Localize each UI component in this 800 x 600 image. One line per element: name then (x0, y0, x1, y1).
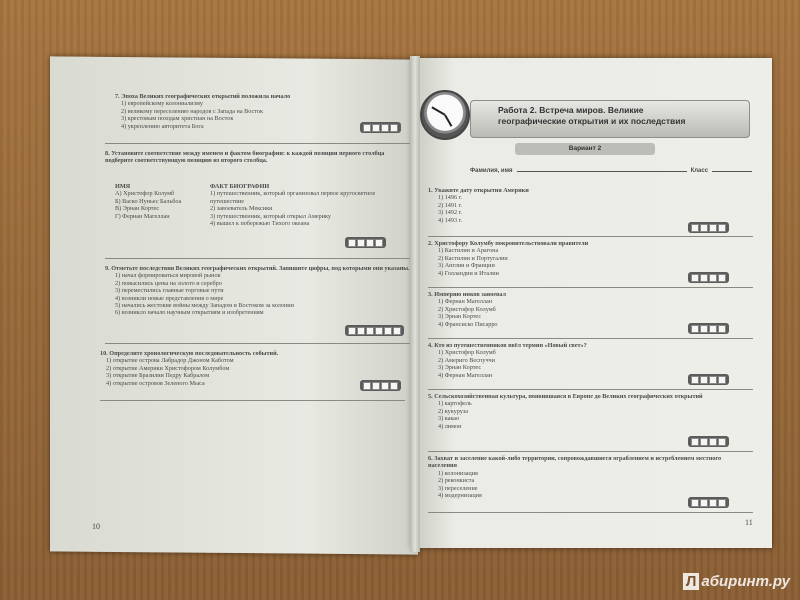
option: 4) Франсиско Писарро (438, 320, 498, 328)
divider (428, 236, 753, 237)
page-number: 11 (745, 518, 753, 527)
option: 3) открытие Бразилии Педру Кабралом (106, 372, 210, 380)
option: 1) Христофор Колумб (438, 349, 496, 357)
option: 2) повысились цены на золото и серебро (115, 279, 222, 287)
variant-label: Вариант 2 (515, 143, 655, 155)
option: 1) колонизация (438, 469, 478, 477)
option: 2) 1491 г. (438, 201, 463, 209)
answer-cells (360, 122, 401, 133)
title-line-2: географические открытия и их последствия (498, 116, 686, 126)
option: 4) вышел к побережью Тихого океана (210, 220, 310, 228)
question-stem: 3. Империю инков завоевал (428, 291, 506, 298)
fio-label: Фамилия, имя (470, 168, 513, 174)
question-stem: 1. Укажите дату открытия Америки (428, 187, 529, 194)
option: 3) какао (438, 415, 460, 423)
name-field[interactable] (517, 171, 687, 172)
option: 1) начал формироваться мировой рынок (115, 272, 221, 280)
option: Г) Фернан Магеллан (115, 212, 170, 220)
option: 4) Фернан Магеллан (438, 371, 493, 379)
option: А) Христофор Колумб (115, 190, 175, 198)
option: 4) лимон (438, 422, 462, 430)
question-stem: 8. Установите соответствие между именем и фактом биографии: к каждой позиции первого столбца подберите соответствующую позицию из второго столбца. (105, 150, 385, 165)
worksheet-title (470, 100, 750, 138)
question-stem: 6. Захват и заселение какой-либо территории, сопровождавшиеся ограблением и истреблением местного населения (428, 455, 722, 470)
option: 2) Америго Веспуччи (438, 356, 495, 364)
option: 4) модернизация (438, 492, 482, 500)
option: 4) открытие островов Зеленого Мыса (106, 379, 205, 387)
option: 2) Кастилии и Португалии (438, 254, 508, 262)
book-spine (410, 56, 420, 552)
option: 2) завоеватель Мексики (210, 205, 273, 213)
names-column (115, 183, 205, 220)
answer-cells (345, 325, 404, 336)
option: 1) открытие острова Лабрадор Джоном Каботом (106, 357, 234, 365)
question-stem: 7. Эпоха Великих географических открытий положила начало (115, 93, 291, 100)
option: 3) переселение (438, 484, 478, 492)
option: 3) переместились главные торговые пути (115, 287, 224, 295)
option: 1) 1496 г. (438, 194, 463, 202)
question-stem: 2. Христофору Колумбу покровительствовали правители (428, 240, 589, 247)
column-header: ИМЯ (115, 183, 131, 190)
option: 3) 1492 г. (438, 209, 463, 217)
option: 3) Эрнан Кортес (438, 364, 482, 372)
answer-cells (345, 237, 386, 248)
divider (428, 512, 753, 513)
question-stem: 5. Сельскохозяйственная культура, появившаяся в Европе до Великих географических открытий (428, 393, 703, 400)
option: 4) Голландии и Италии (438, 269, 499, 277)
page-number: 10 (92, 522, 100, 531)
facts-column (210, 183, 410, 227)
watermark-logo: Л (683, 573, 700, 590)
divider (428, 451, 753, 452)
option: 1) картофель (438, 400, 472, 408)
divider (428, 338, 753, 339)
clock-icon (420, 90, 470, 140)
site-watermark (683, 573, 790, 590)
divider (100, 400, 405, 401)
option: 3) Эрнан Кортес (438, 313, 482, 321)
answer-cells (688, 497, 729, 508)
option: 5) начались жестокие войны между Западом и Востоком за колонии (115, 302, 294, 310)
answer-cells (360, 380, 401, 391)
option: 3) Англии и Франции (438, 262, 495, 270)
question-5 (428, 393, 748, 430)
option: Б) Васко Нуньес Бальбоа (115, 197, 182, 205)
divider (105, 343, 410, 344)
option: 4) возникли новые представления о мире (115, 294, 224, 302)
divider (428, 389, 753, 390)
answer-cells (688, 222, 729, 233)
option: В) Эрнан Кортес (115, 205, 160, 213)
option: 1) путешественник, который организовал первое кругосветное путешествие (210, 190, 376, 205)
divider (105, 143, 410, 144)
option: 4) укреплению авторитета Бога (121, 122, 204, 130)
answer-cells (688, 323, 729, 334)
class-label: Класс (690, 168, 709, 174)
title-line-1: Работа 2. Встреча миров. Великие (498, 105, 644, 115)
option: 1) Кастилии и Арагона (438, 247, 499, 255)
question-9 (105, 265, 410, 317)
option: 3) путешественник, который открыл Америку (210, 212, 332, 220)
option: 2) великому переселению народов с Запада на Восток (121, 107, 263, 115)
divider (428, 287, 753, 288)
option: 1) европейскому колониализму (121, 100, 203, 108)
answer-cells (688, 272, 729, 283)
question-stem: 4. Кто из путешественников ввёл термин «Новый свет»? (428, 342, 587, 349)
option: 2) реконкиста (438, 477, 475, 485)
watermark-text: абиринт.ру (701, 573, 790, 590)
answer-cells (688, 374, 729, 385)
name-class-line (470, 168, 752, 174)
answer-cells (688, 436, 729, 447)
option: 2) Христофор Колумб (438, 305, 496, 313)
column-header: ФАКТ БИОГРАФИИ (210, 183, 270, 190)
option: 2) открытие Америки Христофором Колумбом (106, 364, 230, 372)
question-stem: 9. Отметьте последствия Великих географических открытий. Запишите цифры, под которыми они указаны. (105, 265, 410, 272)
class-field[interactable] (712, 171, 752, 172)
option: 3) крестовым походам христиан на Восток (121, 115, 234, 123)
option: 2) кукуруза (438, 407, 469, 415)
question-1 (428, 187, 748, 224)
divider (105, 258, 410, 259)
question-stem: 10. Определите хронологическую последовательность событий. (100, 350, 279, 357)
question-6 (428, 455, 748, 499)
option: 6) возникло начало научным открытиям и изобретениям (115, 309, 264, 317)
option: 4) 1493 г. (438, 216, 463, 224)
question-8 (105, 150, 410, 165)
option: 1) Фернан Магеллан (438, 298, 493, 306)
